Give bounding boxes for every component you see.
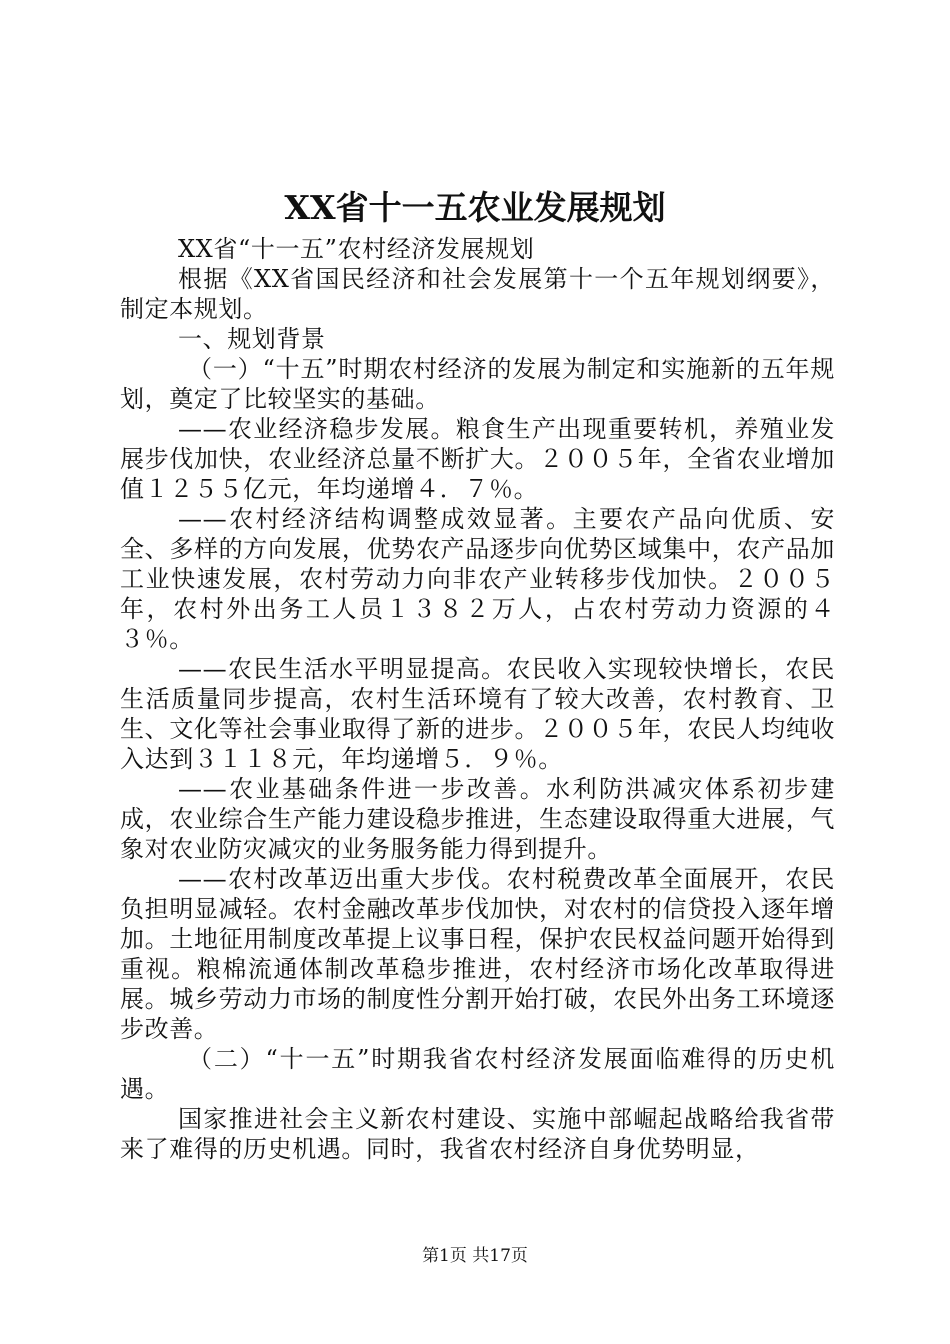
paragraph: XX省“十一五”农村经济发展规划 [178,235,535,263]
document-body [120,234,835,1164]
paragraph: ——农业基础条件进一步改善。水利防洪减灾体系初步建成，农业综合生产能力建设稳步推进，生态建设取得重大进展，气象对农业防灾减灾的业务服务能力得到提升。 [120,775,835,863]
subsection-heading: （二）“十一五”时期我省农村经济发展面临难得的历史机遇。 [120,1045,835,1103]
paragraph: ——农村经济结构调整成效显著。主要农产品向优质、安全、多样的方向发展，优势农产品逐步向优势区域集中，农产品加工业快速发展，农村劳动力向非农产业转移步伐加快。２００５年，农村外出务工人员１３８２万人，占农村劳动力资源的４３％。 [120,505,835,653]
paragraph: ——农业经济稳步发展。粮食生产出现重要转机，养殖业发展步伐加快，农业经济总量不断扩大。２００５年，全省农业增加值１２５５亿元，年均递增４．７％。 [120,415,835,503]
subsection-heading: （一）“十五”时期农村经济的发展为制定和实施新的五年规划，奠定了比较坚实的基础。 [120,355,835,413]
paragraph: ——农民生活水平明显提高。农民收入实现较快增长，农民生活质量同步提高，农村生活环境有了较大改善，农村教育、卫生、文化等社会事业取得了新的进步。２００５年，农民人均纯收入达到３１１８元，年均递增５．９％。 [120,655,835,773]
page-footer: 第1页 共17页 [422,1246,528,1266]
paragraph: 根据《XX省国民经济和社会发展第十一个五年规划纲要》，制定本规划。 [120,265,835,323]
section-heading: 一、规划背景 [178,325,326,353]
paragraph: 国家推进社会主义新农村建设、实施中部崛起战略给我省带来了难得的历史机遇。同时，我省农村经济自身优势明显， [120,1105,835,1163]
paragraph: ——农村改革迈出重大步伐。农村税费改革全面展开，农民负担明显减轻。农村金融改革步伐加快，对农村的信贷投入逐年增加。土地征用制度改革提上议事日程，保护农民权益问题开始得到重视。粮棉流通体制改革稳步推进，农村经济市场化改革取得进展。城乡劳动力市场的制度性分割开始打破，农民外出务工环境逐步改善。 [120,865,835,1043]
document-title: XX省十一五农业发展规划 [284,188,666,227]
